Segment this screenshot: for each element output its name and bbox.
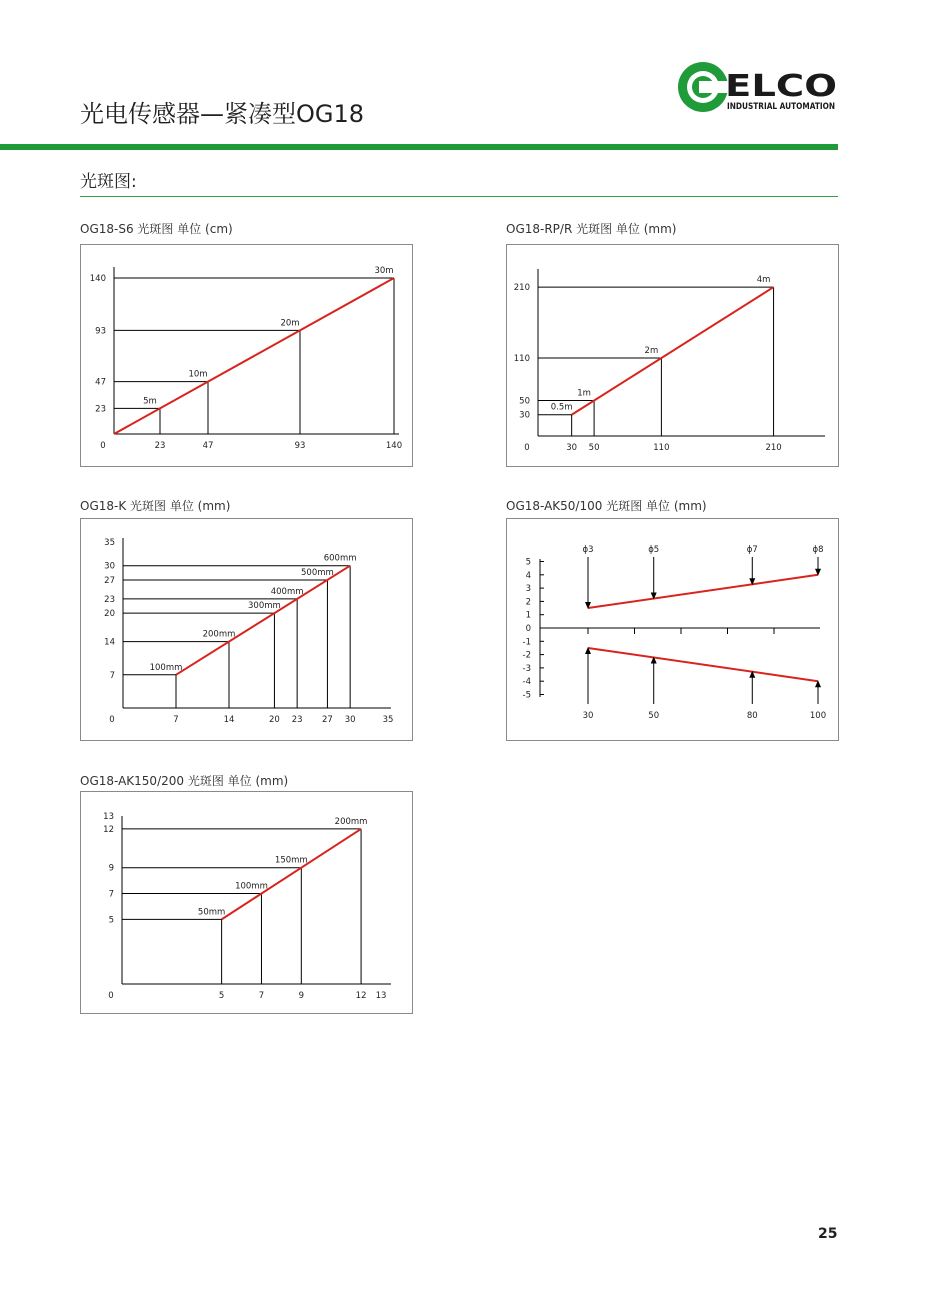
distance-label: 100mm (149, 662, 183, 673)
distance-label: 400mm (270, 586, 304, 597)
distance-label: 200mm (202, 629, 236, 640)
y-tick-label: 4 (525, 570, 531, 581)
x-tick-label: 23 (291, 715, 303, 725)
header-green-bar (0, 144, 838, 150)
x-tick-label: 7 (258, 991, 265, 1001)
x-tick-label: 100 (809, 711, 827, 721)
y-tick-label: 5 (108, 915, 114, 926)
y-tick-label: -2 (522, 650, 531, 661)
distance-label: 600mm (323, 553, 357, 564)
x-tick-label: 47 (202, 441, 214, 451)
beam-line-lower (588, 648, 818, 681)
distance-label: 500mm (301, 567, 334, 578)
diameter-label: ϕ8 (812, 545, 824, 555)
y-tick-label: 93 (95, 326, 106, 337)
y-tick-label: -1 (522, 637, 531, 648)
x-tick-label: 14 (223, 715, 235, 725)
y-tick-label: 13 (103, 812, 114, 822)
x-tick-label: 0 (108, 991, 114, 1001)
logo-text: ELCO (725, 69, 837, 104)
chart-rp (506, 244, 839, 467)
x-tick-label: 7 (173, 715, 179, 725)
x-tick-label: 13 (375, 991, 387, 1001)
y-tick-label: -5 (522, 690, 531, 701)
x-tick-label: 80 (746, 711, 758, 721)
distance-label: 50mm (197, 907, 226, 918)
y-tick-label: 12 (103, 824, 114, 835)
distance-label: 30m (374, 266, 394, 276)
y-tick-label: 210 (513, 283, 530, 294)
distance-label: 5m (143, 396, 157, 407)
x-tick-label: 210 (765, 443, 782, 453)
beam-line-upper (588, 575, 818, 608)
spot-line (176, 566, 350, 675)
x-tick-label: 30 (344, 715, 356, 725)
x-tick-label: 35 (382, 715, 394, 725)
y-tick-label: 27 (104, 575, 115, 586)
x-tick-label: 30 (566, 443, 578, 453)
page-number: 25 (818, 1226, 838, 1242)
distance-label: 4m (756, 275, 771, 286)
spot-line (114, 278, 394, 434)
x-tick-label: 23 (154, 441, 166, 451)
y-tick-label: 110 (513, 354, 530, 364)
x-tick-label: 27 (322, 715, 333, 725)
x-tick-label: 50 (588, 443, 600, 453)
chart-title-ak150: OG18-AK150/200 光斑图 单位 (mm) (80, 774, 289, 788)
distance-label: 300mm (248, 601, 281, 612)
distance-label: 2m (644, 346, 659, 356)
x-tick-label: 20 (269, 715, 280, 725)
distance-label: 0.5m (550, 402, 573, 413)
chart-s6 (80, 244, 413, 467)
x-tick-label: 0 (109, 715, 115, 725)
y-tick-label: 23 (95, 404, 106, 415)
spot-line (572, 287, 774, 415)
distance-label: 100mm (235, 881, 268, 892)
distance-label: 10m (188, 369, 208, 380)
x-tick-label: 12 (355, 991, 367, 1001)
y-tick-label: 1 (525, 610, 531, 621)
y-tick-label: 5 (525, 557, 531, 568)
y-tick-label: 9 (108, 863, 114, 874)
section-title: 光斑图: (80, 172, 137, 192)
diameter-label: ϕ3 (582, 545, 594, 555)
y-tick-label: 14 (104, 637, 115, 648)
x-tick-label: 0 (524, 443, 530, 453)
distance-label: 1m (577, 388, 591, 399)
x-tick-label: 50 (648, 711, 660, 721)
chart-title-rp: OG18-RP/R 光斑图 单位 (mm) (506, 222, 677, 236)
chart-ak150-plot (81, 792, 414, 1015)
chart-ak50 (506, 518, 839, 741)
y-tick-label: 7 (109, 670, 115, 681)
y-tick-label: 50 (519, 396, 530, 407)
elco-logo (675, 59, 840, 115)
y-tick-label: 35 (104, 538, 115, 548)
y-tick-label: -3 (522, 663, 531, 674)
x-tick-label: 93 (294, 441, 306, 451)
x-tick-label: 110 (653, 443, 670, 453)
y-tick-label: 20 (104, 609, 115, 620)
x-tick-label: 140 (385, 441, 403, 451)
x-tick-label: 5 (218, 991, 225, 1001)
diameter-label: ϕ7 (746, 545, 758, 555)
distance-label: 20m (280, 318, 300, 329)
chart-title-ak50: OG18-AK50/100 光斑图 单位 (mm) (506, 499, 707, 513)
y-tick-label: 2 (525, 597, 531, 608)
page-title: 光电传感器—紧凑型OG18 (80, 100, 365, 128)
chart-ak150 (80, 791, 413, 1014)
y-tick-label: 30 (104, 561, 115, 572)
y-tick-label: 3 (525, 584, 531, 595)
chart-title-k: OG18-K 光斑图 单位 (mm) (80, 499, 231, 513)
x-tick-label: 9 (298, 991, 305, 1001)
spot-line (222, 829, 361, 919)
section-divider (80, 196, 838, 197)
x-tick-label: 30 (582, 711, 594, 721)
chart-k (80, 518, 413, 741)
chart-ak50-plot (507, 519, 840, 742)
y-tick-label: 0 (525, 624, 531, 634)
y-tick-label: 7 (108, 889, 114, 900)
logo-subtitle: INDUSTRIAL AUTOMATION (727, 102, 835, 112)
distance-label: 200mm (334, 816, 368, 827)
x-tick-label: 0 (100, 441, 106, 451)
diameter-label: ϕ5 (648, 545, 660, 555)
y-tick-label: -4 (522, 677, 531, 688)
y-tick-label: 30 (519, 410, 530, 421)
chart-rp-plot (507, 245, 840, 468)
y-tick-label: 140 (89, 274, 106, 284)
y-tick-label: 47 (95, 377, 106, 388)
chart-s6-plot (81, 245, 414, 468)
chart-title-s6: OG18-S6 光斑图 单位 (cm) (80, 222, 233, 236)
distance-label: 150mm (274, 855, 308, 866)
chart-k-plot (81, 519, 414, 742)
y-tick-label: 23 (104, 594, 115, 605)
